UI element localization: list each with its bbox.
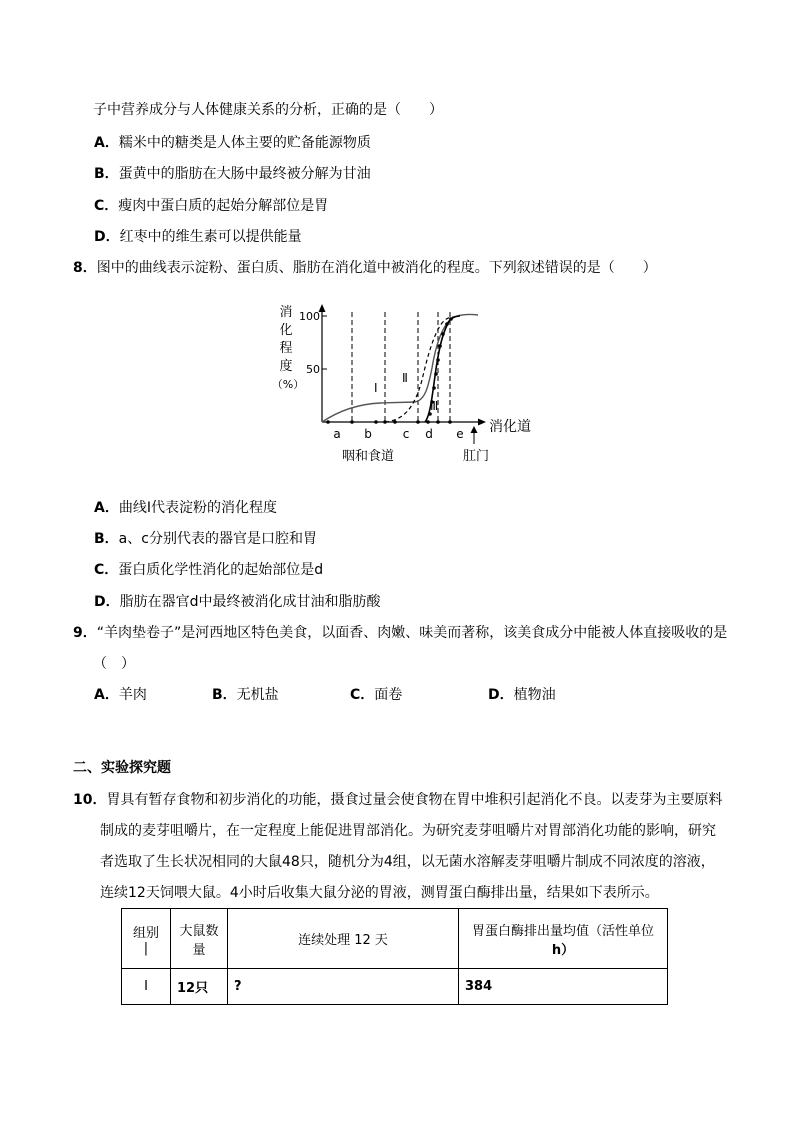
ylabel-char-4: 度	[279, 359, 293, 374]
header-rats: 大鼠数 量	[171, 909, 228, 969]
q10-line-4: 连续12天饲喂大鼠。4小时后收集大鼠分泌的胃液，测胃蛋白酶排出量，结果如下表所示。	[100, 885, 659, 901]
q8-option-c: C．蛋白质化学性消化的起始部位是d	[94, 562, 324, 578]
q9-option-b: B．无机盐	[212, 687, 279, 703]
curve-i	[322, 314, 478, 422]
q10-line-1: 10．胃具有暂存食物和初步消化的功能，摄食过量会使食物在胃中堆积引起消化不良。以麦芽为主要原料	[73, 792, 723, 808]
curve-label-iii: Ⅲ	[430, 399, 439, 413]
digestion-curve-figure	[270, 298, 550, 470]
table-row	[122, 969, 668, 1005]
ytick-50-label: 50	[306, 363, 320, 376]
curve-label-i: Ⅰ	[374, 381, 378, 395]
xtick-b: b	[364, 427, 372, 441]
q9-option-a: A．羊肉	[94, 687, 147, 703]
q8-stem: 8．图中的曲线表示淀粉、蛋白质、脂肪在消化道中被消化的程度。下列叙述错误的是（ ）	[73, 260, 657, 276]
q10-line-2: 制成的麦芽咀嚼片，在一定程度上能促进胃部消化。为研究麦芽咀嚼片对胃部消化功能的影响，研究	[100, 823, 716, 839]
ylabel-unit: （%）	[271, 378, 305, 391]
q9-stem: 9．“羊肉垫卷子”是河西地区特色美食，以面香、肉嫩、味美而著称，该美食成分中能被人体直接吸收的是	[73, 625, 728, 641]
q9-paren: （ ）	[93, 656, 135, 672]
q10-line-3: 者选取了生长状况相同的大鼠48只，随机分为4组，以无菌水溶解麦芽咀嚼片制成不同浓度的溶液，	[100, 854, 715, 870]
results-table	[121, 908, 668, 1005]
pharynx-esophagus-label: 咽和食道	[341, 449, 395, 464]
q8-option-a: A．曲线Ⅰ代表淀粉的消化程度	[94, 500, 277, 516]
q7-option-a: A．糯米中的糖类是人体主要的贮备能源物质	[94, 135, 371, 151]
anus-arrow-head	[471, 426, 478, 433]
anus-label: 肛门	[462, 449, 490, 464]
xtick-e: e	[456, 427, 464, 441]
section-title: 二、实验探究题	[73, 760, 171, 776]
ylabel-char-1: 消	[279, 305, 293, 320]
xtick-d: d	[425, 427, 433, 441]
q7-option-c: C．瘦肉中蛋白质的起始分解部位是胃	[94, 198, 329, 214]
cell-rats: 12只	[171, 969, 228, 1005]
xtick-c: c	[402, 427, 410, 441]
ytick-100-label: 100	[299, 310, 320, 323]
cell-enzyme: 384	[459, 969, 668, 1005]
table-header-row	[122, 909, 668, 969]
header-treatment: 连续处理 12 天	[228, 909, 459, 969]
header-enzyme: 胃蛋白酶排出量均值（活性单位 h）	[459, 909, 668, 969]
q9-option-c: C．面卷	[350, 687, 403, 703]
cell-group: Ⅰ	[122, 969, 171, 1005]
curve-label-ii: Ⅱ	[402, 371, 408, 385]
header-group: 组别 |	[122, 909, 171, 969]
cell-treatment: ?	[228, 969, 459, 1005]
x-axis-label: 消化道	[489, 419, 531, 435]
q8-option-b: B．a、c分别代表的器官是口腔和胃	[94, 531, 317, 547]
q9-option-d: D．植物油	[488, 687, 556, 703]
q8-option-d: D．脂肪在器官d中最终被消化成甘油和脂肪酸	[94, 594, 381, 610]
ylabel-char-3: 程	[279, 341, 293, 356]
q7-stem: 子中营养成分与人体健康关系的分析，正确的是（ ）	[93, 102, 443, 118]
xtick-a: a	[333, 427, 341, 441]
q7-option-b: B．蛋黄中的脂肪在大肠中最终被分解为甘油	[94, 166, 371, 182]
x-axis-arrow	[478, 419, 486, 426]
q7-option-d: D．红枣中的维生素可以提供能量	[94, 229, 302, 245]
ylabel-char-2: 化	[279, 323, 293, 338]
